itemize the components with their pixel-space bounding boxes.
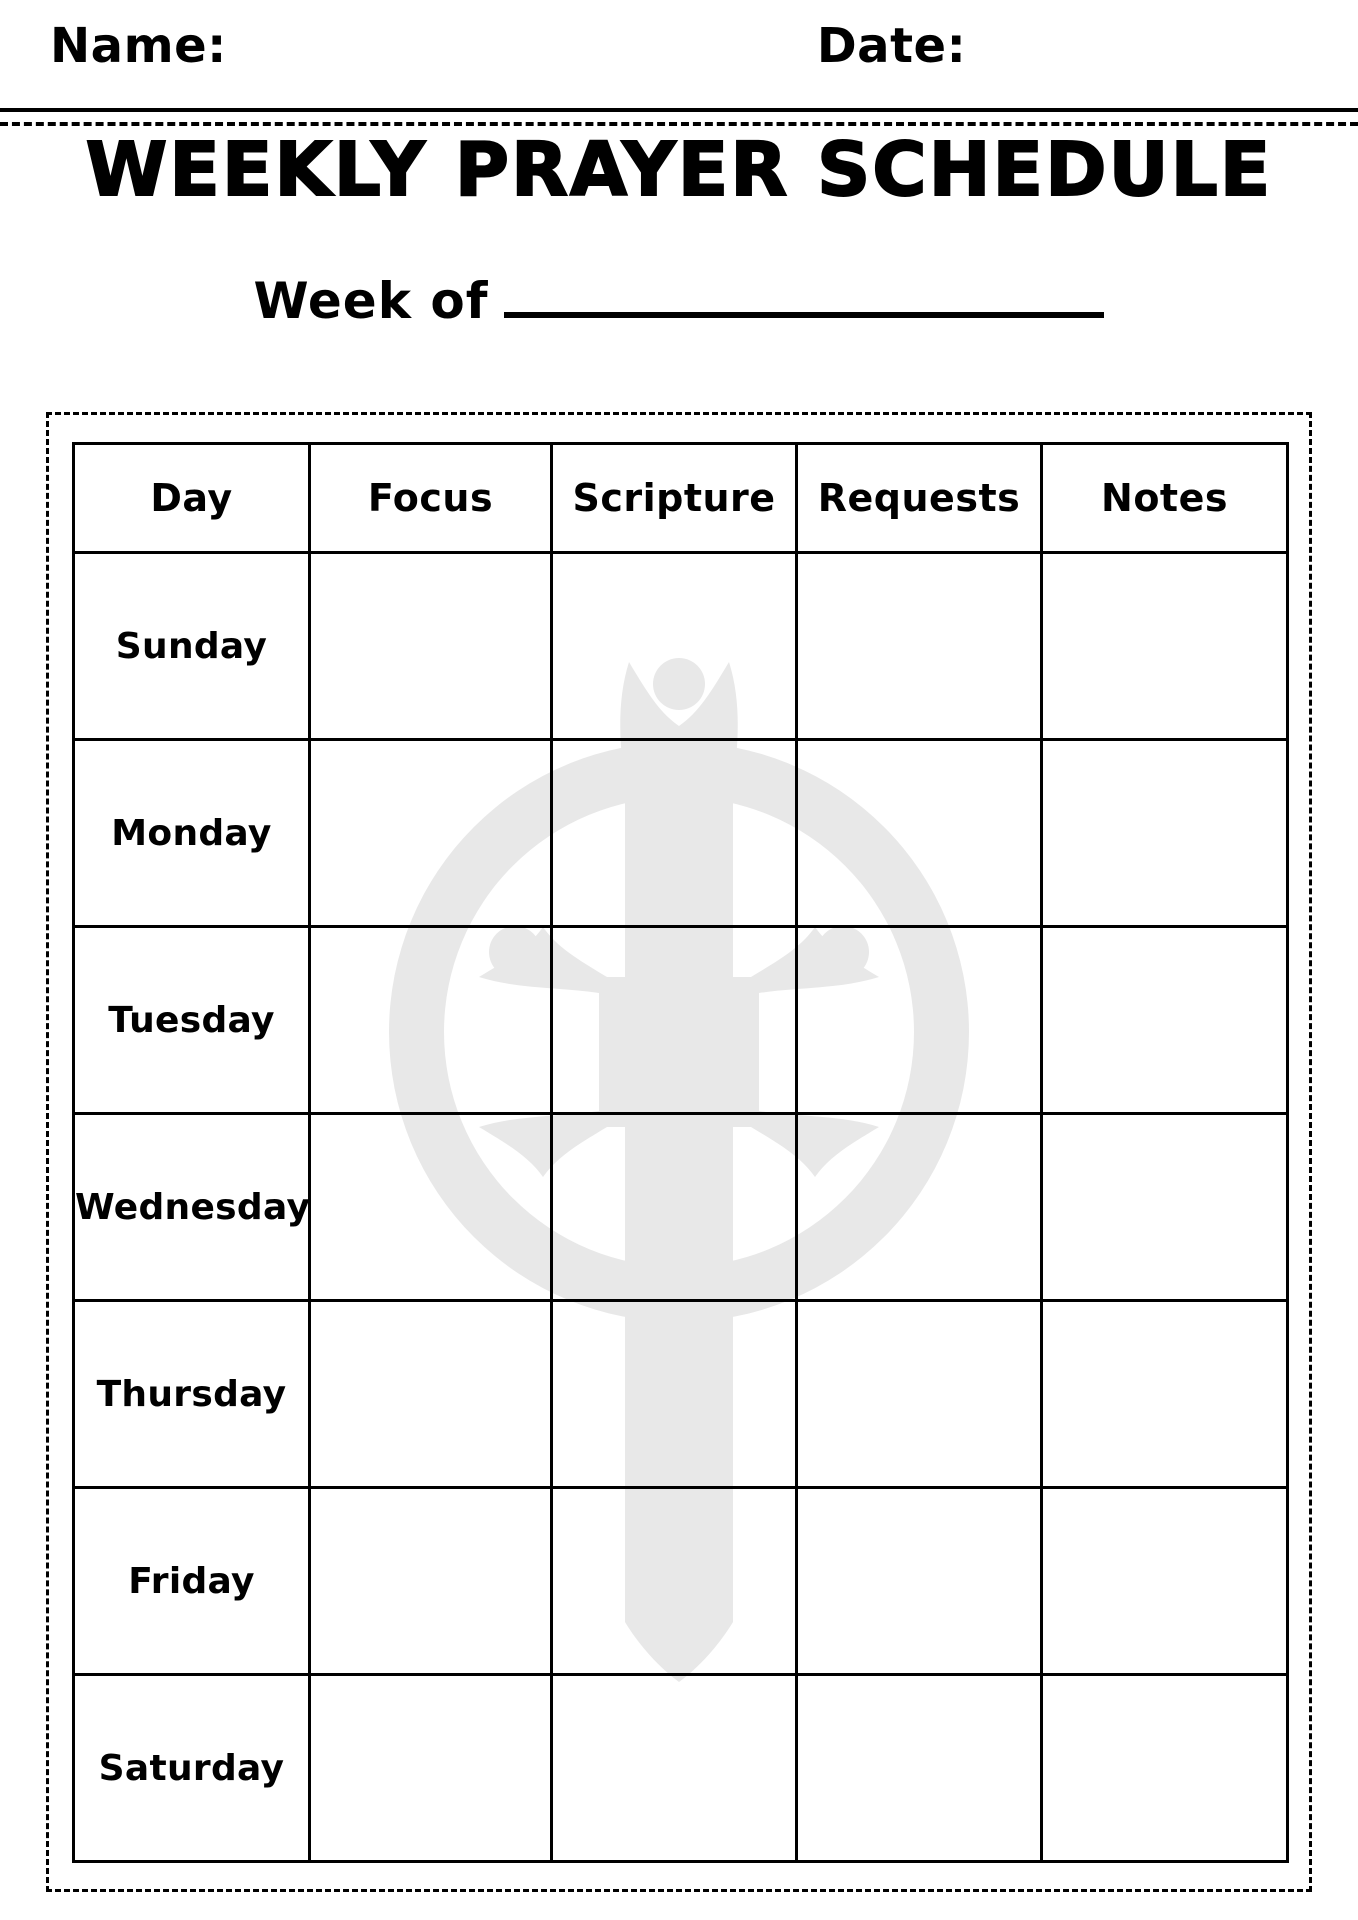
column-header-focus: Focus	[310, 444, 552, 553]
cell-requests-wednesday[interactable]	[797, 1114, 1042, 1301]
cell-notes-monday[interactable]	[1042, 740, 1288, 927]
column-header-scripture: Scripture	[552, 444, 797, 553]
cell-scripture-thursday[interactable]	[552, 1301, 797, 1488]
day-label-friday: Friday	[74, 1488, 310, 1675]
day-label-wednesday: Wednesday	[74, 1114, 310, 1301]
day-label-thursday: Thursday	[74, 1301, 310, 1488]
cell-focus-thursday[interactable]	[310, 1301, 552, 1488]
day-label-sunday: Sunday	[74, 553, 310, 740]
cell-focus-wednesday[interactable]	[310, 1114, 552, 1301]
day-label-monday: Monday	[74, 740, 310, 927]
cell-notes-sunday[interactable]	[1042, 553, 1288, 740]
cell-notes-wednesday[interactable]	[1042, 1114, 1288, 1301]
column-header-notes: Notes	[1042, 444, 1288, 553]
cell-focus-tuesday[interactable]	[310, 927, 552, 1114]
header-divider-solid	[0, 108, 1358, 112]
cell-scripture-wednesday[interactable]	[552, 1114, 797, 1301]
cell-focus-sunday[interactable]	[310, 553, 552, 740]
day-label-tuesday: Tuesday	[74, 927, 310, 1114]
cell-focus-friday[interactable]	[310, 1488, 552, 1675]
table-row	[74, 1488, 1288, 1675]
page-title: WEEKLY PRAYER SCHEDULE	[85, 127, 1273, 213]
table-row	[74, 927, 1288, 1114]
week-of-blank-line[interactable]	[504, 306, 1104, 318]
schedule-table-wrapper	[72, 442, 1286, 1862]
cell-scripture-tuesday[interactable]	[552, 927, 797, 1114]
cell-scripture-friday[interactable]	[552, 1488, 797, 1675]
date-label: Date:	[816, 18, 967, 74]
cell-scripture-sunday[interactable]	[552, 553, 797, 740]
cell-notes-friday[interactable]	[1042, 1488, 1288, 1675]
header-divider-dashed	[0, 122, 1358, 126]
cell-requests-tuesday[interactable]	[797, 927, 1042, 1114]
cell-notes-saturday[interactable]	[1042, 1675, 1288, 1862]
cell-requests-monday[interactable]	[797, 740, 1042, 927]
cell-requests-thursday[interactable]	[797, 1301, 1042, 1488]
cell-focus-saturday[interactable]	[310, 1675, 552, 1862]
cell-requests-saturday[interactable]	[797, 1675, 1042, 1862]
column-header-requests: Requests	[797, 444, 1042, 553]
week-of-label: Week of	[253, 272, 489, 330]
cell-requests-friday[interactable]	[797, 1488, 1042, 1675]
table-row	[74, 740, 1288, 927]
cell-requests-sunday[interactable]	[797, 553, 1042, 740]
table-row	[74, 1675, 1288, 1862]
table-row	[74, 1301, 1288, 1488]
table-header-row	[74, 444, 1288, 553]
table-row	[74, 1114, 1288, 1301]
cell-scripture-monday[interactable]	[552, 740, 797, 927]
cell-focus-monday[interactable]	[310, 740, 552, 927]
name-label: Name:	[50, 18, 227, 74]
header	[40, 18, 1318, 92]
table-row	[74, 553, 1288, 740]
cell-notes-tuesday[interactable]	[1042, 927, 1288, 1114]
week-of-row	[0, 272, 1358, 330]
weekly-prayer-schedule-table	[72, 442, 1289, 1863]
day-label-saturday: Saturday	[74, 1675, 310, 1862]
cell-scripture-saturday[interactable]	[552, 1675, 797, 1862]
column-header-day: Day	[74, 444, 310, 553]
cell-notes-thursday[interactable]	[1042, 1301, 1288, 1488]
